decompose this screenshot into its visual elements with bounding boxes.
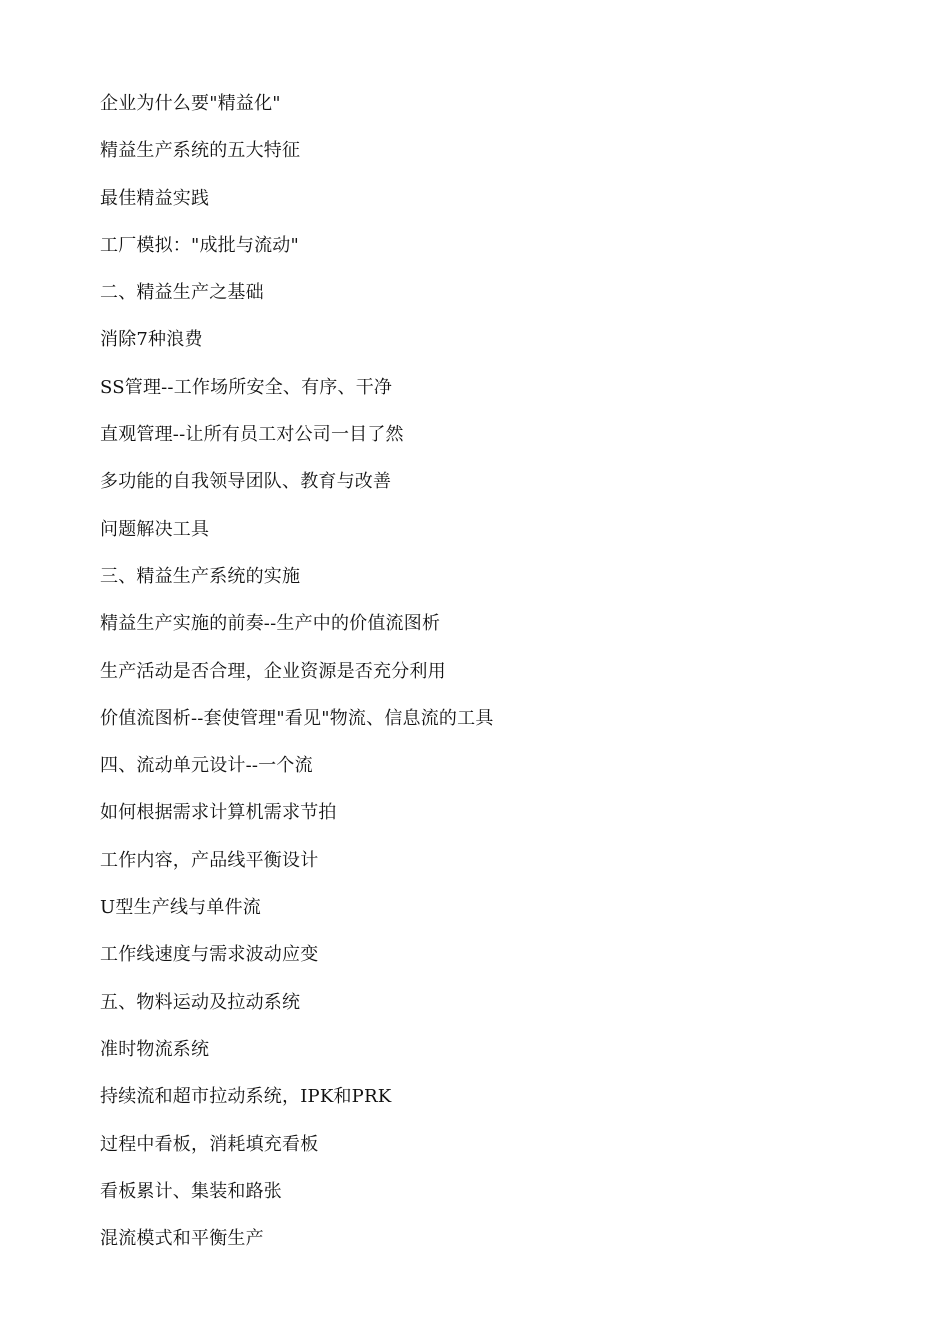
- section-heading: 四、流动单元设计--一个流: [100, 755, 313, 777]
- text-line: 混流模式和平衡生产: [100, 1228, 264, 1250]
- text-line: 过程中看板，消耗填充看板: [100, 1133, 319, 1155]
- text-line: 生产活动是否合理，企业资源是否充分利用: [100, 660, 446, 682]
- document-body: [100, 86, 860, 1268]
- text-line: 准时物流系统: [100, 1038, 210, 1060]
- section-heading: 二、精益生产之基础: [100, 282, 264, 304]
- text-line: 如何根据需求计算机需求节拍: [100, 802, 337, 824]
- text-line: 工作内容，产品线平衡设计: [100, 849, 319, 871]
- text-line: 消除7种浪费: [100, 329, 203, 351]
- text-line: 工作线速度与需求波动应变: [100, 944, 319, 966]
- section-heading: 三、精益生产系统的实施: [100, 565, 301, 587]
- text-line: 最佳精益实践: [100, 187, 210, 209]
- text-line: U型生产线与单件流: [100, 897, 261, 919]
- text-line: 持续流和超市拉动系统，IPK和PRK: [100, 1086, 392, 1108]
- text-line: 价值流图析--套使管理"看见"物流、信息流的工具: [100, 707, 494, 729]
- text-line: 直观管理--让所有员工对公司一目了然: [100, 424, 404, 446]
- section-heading: 五、物料运动及拉动系统: [100, 991, 301, 1013]
- text-line: 精益生产实施的前奏--生产中的价值流图析: [100, 613, 441, 635]
- text-line: 企业为什么要"精益化": [100, 93, 281, 114]
- text-line: 看板累计、集装和路张: [100, 1180, 282, 1202]
- text-line: 多功能的自我领导团队、教育与改善: [100, 471, 392, 493]
- text-line: 精益生产系统的五大特征: [100, 140, 301, 162]
- text-line: 问题解决工具: [100, 518, 210, 540]
- text-line: SS管理--工作场所安全、有序、干净: [100, 376, 393, 398]
- text-line: 工厂模拟："成批与流动": [100, 234, 299, 256]
